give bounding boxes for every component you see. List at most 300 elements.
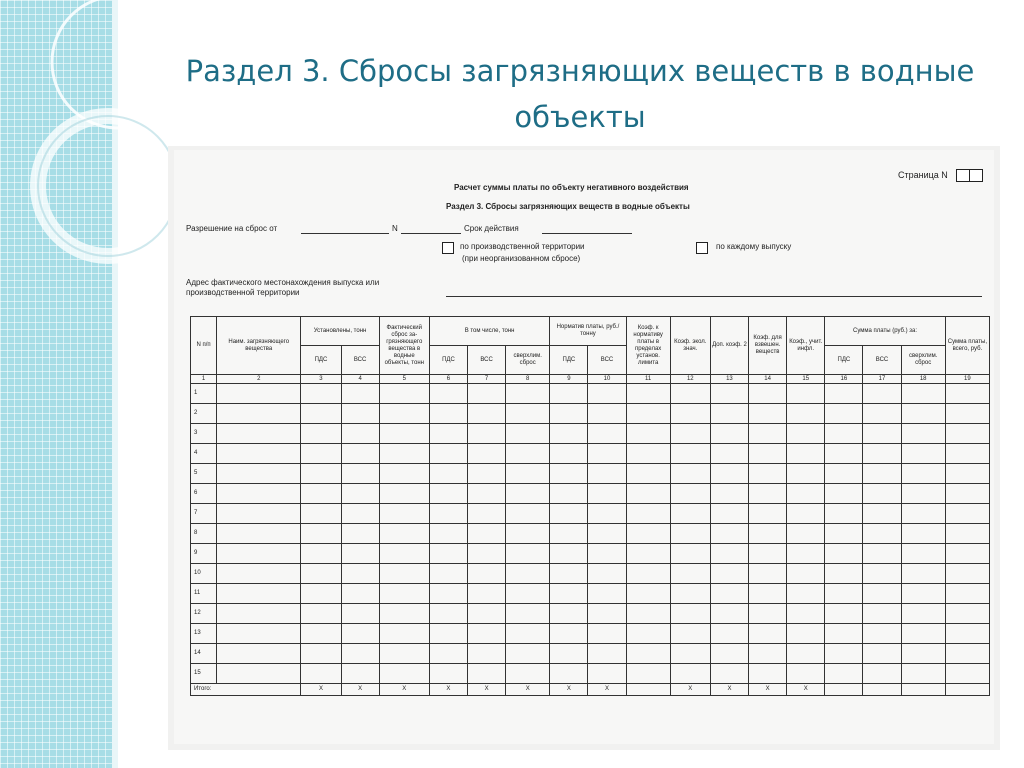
table-cell[interactable]	[379, 424, 429, 444]
table-cell[interactable]	[588, 444, 626, 464]
table-cell[interactable]	[379, 664, 429, 684]
table-cell[interactable]	[749, 644, 787, 664]
table-cell[interactable]	[901, 564, 945, 584]
table-cell[interactable]	[341, 504, 379, 524]
subheader-over-limit: сверхлим. сброс	[901, 346, 945, 375]
table-cell[interactable]	[429, 624, 467, 644]
table-cell[interactable]	[670, 624, 710, 644]
table-cell[interactable]	[217, 484, 301, 504]
outlet-checkbox[interactable]	[696, 242, 708, 254]
table-cell[interactable]	[749, 584, 787, 604]
table-cell[interactable]	[506, 464, 550, 484]
table-cell[interactable]	[506, 604, 550, 624]
table-cell[interactable]	[945, 644, 989, 664]
page-label: Страница N	[898, 170, 948, 180]
table-cell[interactable]	[301, 544, 341, 564]
table-cell[interactable]	[825, 624, 863, 644]
table-cell[interactable]	[429, 524, 467, 544]
table-cell[interactable]	[787, 384, 825, 404]
table-cell[interactable]	[429, 644, 467, 664]
table-cell[interactable]	[787, 424, 825, 444]
table-cell[interactable]	[301, 604, 341, 624]
table-cell[interactable]	[901, 584, 945, 604]
table-cell[interactable]	[670, 424, 710, 444]
table-cell[interactable]	[825, 664, 863, 684]
table-cell[interactable]	[301, 584, 341, 604]
table-cell[interactable]	[670, 404, 710, 424]
table-cell[interactable]	[710, 544, 748, 564]
table-cell[interactable]	[787, 624, 825, 644]
table-cell[interactable]	[217, 604, 301, 624]
table-cell[interactable]	[588, 404, 626, 424]
table-cell[interactable]	[749, 444, 787, 464]
table-cell[interactable]	[379, 564, 429, 584]
table-cell[interactable]	[863, 604, 901, 624]
table-cell[interactable]	[301, 644, 341, 664]
total-cell[interactable]	[863, 684, 901, 696]
table-cell[interactable]	[588, 584, 626, 604]
table-row	[191, 504, 990, 524]
table-cell[interactable]	[670, 644, 710, 664]
table-cell[interactable]	[901, 484, 945, 504]
table-cell[interactable]	[626, 404, 670, 424]
table-cell[interactable]	[468, 404, 506, 424]
table-cell[interactable]	[787, 644, 825, 664]
table-cell[interactable]	[670, 464, 710, 484]
table-cell[interactable]	[379, 544, 429, 564]
table-cell[interactable]	[550, 444, 588, 464]
table-cell[interactable]	[468, 584, 506, 604]
table-cell[interactable]	[901, 384, 945, 404]
table-cell[interactable]	[301, 424, 341, 444]
table-cell[interactable]	[825, 644, 863, 664]
table-cell[interactable]	[710, 464, 748, 484]
table-cell[interactable]	[901, 664, 945, 684]
column-number: 4	[341, 375, 379, 384]
table-cell[interactable]	[901, 644, 945, 664]
table-cell[interactable]	[301, 664, 341, 684]
table-cell[interactable]	[863, 564, 901, 584]
table-cell[interactable]	[429, 424, 467, 444]
table-cell[interactable]	[550, 644, 588, 664]
table-cell[interactable]	[863, 524, 901, 544]
table-cell[interactable]	[217, 444, 301, 464]
table-cell[interactable]	[710, 404, 748, 424]
table-cell[interactable]	[217, 424, 301, 444]
permit-date-field[interactable]	[301, 233, 389, 234]
table-cell[interactable]	[945, 504, 989, 524]
table-cell[interactable]	[626, 444, 670, 464]
table-cell[interactable]	[588, 564, 626, 584]
table-cell[interactable]	[825, 544, 863, 564]
table-cell[interactable]	[670, 504, 710, 524]
table-cell[interactable]	[588, 504, 626, 524]
table-cell[interactable]	[945, 384, 989, 404]
table-cell[interactable]	[588, 424, 626, 444]
table-cell[interactable]	[506, 424, 550, 444]
table-cell[interactable]	[749, 504, 787, 524]
table-cell[interactable]	[429, 544, 467, 564]
table-cell[interactable]	[710, 604, 748, 624]
table-cell[interactable]	[379, 404, 429, 424]
table-cell[interactable]	[550, 544, 588, 564]
table-cell[interactable]	[379, 584, 429, 604]
table-cell[interactable]	[825, 584, 863, 604]
table-cell[interactable]	[341, 524, 379, 544]
table-cell[interactable]	[301, 504, 341, 524]
table-cell[interactable]	[901, 424, 945, 444]
table-cell[interactable]	[863, 504, 901, 524]
table-cell[interactable]	[506, 624, 550, 644]
table-cell[interactable]	[379, 644, 429, 664]
table-cell[interactable]	[710, 444, 748, 464]
table-cell[interactable]	[787, 664, 825, 684]
table-cell[interactable]	[301, 484, 341, 504]
table-cell[interactable]	[217, 584, 301, 604]
table-cell[interactable]	[945, 444, 989, 464]
table-cell[interactable]	[506, 504, 550, 524]
table-cell[interactable]	[301, 404, 341, 424]
table-cell[interactable]	[217, 524, 301, 544]
table-cell[interactable]	[825, 484, 863, 504]
table-cell[interactable]	[670, 544, 710, 564]
table-cell[interactable]	[429, 484, 467, 504]
table-cell[interactable]	[550, 464, 588, 484]
table-cell[interactable]	[749, 524, 787, 544]
table-cell[interactable]	[710, 624, 748, 644]
row-number: 3	[191, 424, 217, 444]
table-cell[interactable]	[863, 664, 901, 684]
table-cell[interactable]	[341, 604, 379, 624]
table-cell[interactable]	[468, 524, 506, 544]
table-cell[interactable]	[626, 464, 670, 484]
table-cell[interactable]	[825, 464, 863, 484]
table-cell[interactable]	[506, 544, 550, 564]
table-cell[interactable]	[825, 384, 863, 404]
table-cell[interactable]	[710, 644, 748, 664]
table-cell[interactable]	[550, 384, 588, 404]
table-cell[interactable]	[863, 384, 901, 404]
table-cell[interactable]	[863, 624, 901, 644]
table-cell[interactable]	[825, 504, 863, 524]
table-cell[interactable]	[550, 524, 588, 544]
table-cell[interactable]	[626, 604, 670, 624]
table-cell[interactable]	[901, 544, 945, 564]
table-cell[interactable]	[550, 664, 588, 684]
table-cell[interactable]	[863, 584, 901, 604]
row-number: 6	[191, 484, 217, 504]
table-cell[interactable]	[468, 424, 506, 444]
table-cell[interactable]	[787, 404, 825, 424]
table-cell[interactable]	[379, 624, 429, 644]
table-cell[interactable]	[945, 564, 989, 584]
table-cell[interactable]	[863, 544, 901, 564]
table-cell[interactable]	[787, 444, 825, 464]
table-cell[interactable]	[341, 564, 379, 584]
table-cell[interactable]	[670, 604, 710, 624]
table-cell[interactable]	[506, 564, 550, 584]
table-cell[interactable]	[626, 644, 670, 664]
table-cell[interactable]	[429, 444, 467, 464]
table-cell[interactable]	[710, 524, 748, 544]
table-cell[interactable]	[550, 564, 588, 584]
table-cell[interactable]	[301, 524, 341, 544]
table-cell[interactable]	[468, 384, 506, 404]
table-cell[interactable]	[217, 664, 301, 684]
table-cell[interactable]	[588, 544, 626, 564]
table-cell[interactable]	[429, 564, 467, 584]
table-cell[interactable]	[379, 604, 429, 624]
table-cell[interactable]	[429, 464, 467, 484]
table-cell[interactable]	[626, 544, 670, 564]
table-cell[interactable]	[825, 524, 863, 544]
table-cell[interactable]	[341, 624, 379, 644]
table-cell[interactable]	[468, 544, 506, 564]
table-cell[interactable]	[945, 404, 989, 424]
table-cell[interactable]	[379, 444, 429, 464]
table-cell[interactable]	[945, 464, 989, 484]
table-cell[interactable]	[710, 504, 748, 524]
table-cell[interactable]	[217, 384, 301, 404]
table-cell[interactable]	[550, 424, 588, 444]
table-cell[interactable]	[749, 424, 787, 444]
table-cell[interactable]	[429, 584, 467, 604]
table-cell[interactable]	[626, 664, 670, 684]
table-cell[interactable]	[506, 444, 550, 464]
page-number-box-1[interactable]	[956, 169, 970, 182]
table-cell[interactable]	[710, 584, 748, 604]
table-cell[interactable]	[670, 484, 710, 504]
table-cell[interactable]	[670, 384, 710, 404]
table-cell[interactable]	[901, 624, 945, 644]
table-cell[interactable]	[626, 584, 670, 604]
column-number: 13	[710, 375, 748, 384]
table-cell[interactable]	[626, 504, 670, 524]
table-cell[interactable]	[506, 384, 550, 404]
table-cell[interactable]	[749, 604, 787, 624]
table-cell[interactable]	[217, 404, 301, 424]
table-cell[interactable]	[670, 524, 710, 544]
row-number: 15	[191, 664, 217, 684]
permit-number-field[interactable]	[401, 233, 461, 234]
table-cell[interactable]	[468, 444, 506, 464]
table-cell[interactable]	[749, 624, 787, 644]
table-cell[interactable]	[429, 604, 467, 624]
table-cell[interactable]	[588, 624, 626, 644]
table-cell[interactable]	[468, 624, 506, 644]
table-cell[interactable]	[550, 584, 588, 604]
table-cell[interactable]	[550, 604, 588, 624]
table-cell[interactable]	[506, 644, 550, 664]
table-cell[interactable]	[301, 384, 341, 404]
table-cell[interactable]	[341, 444, 379, 464]
table-cell[interactable]	[341, 384, 379, 404]
table-cell[interactable]	[710, 384, 748, 404]
table-cell[interactable]	[749, 544, 787, 564]
table-cell[interactable]	[301, 444, 341, 464]
table-cell[interactable]	[588, 604, 626, 624]
table-cell[interactable]	[749, 404, 787, 424]
table-cell[interactable]	[588, 484, 626, 504]
table-cell[interactable]	[626, 424, 670, 444]
table-cell[interactable]	[341, 424, 379, 444]
table-cell[interactable]	[301, 464, 341, 484]
table-cell[interactable]	[429, 504, 467, 524]
table-cell[interactable]	[787, 604, 825, 624]
table-cell[interactable]	[901, 464, 945, 484]
table-cell[interactable]	[341, 544, 379, 564]
table-cell[interactable]	[626, 384, 670, 404]
table-cell[interactable]	[945, 604, 989, 624]
table-cell[interactable]	[468, 504, 506, 524]
table-cell[interactable]	[749, 464, 787, 484]
table-cell[interactable]	[670, 584, 710, 604]
table-cell[interactable]	[341, 464, 379, 484]
table-cell[interactable]	[945, 544, 989, 564]
total-cell[interactable]	[901, 684, 945, 696]
table-cell[interactable]	[341, 484, 379, 504]
table-cell[interactable]	[468, 484, 506, 504]
table-cell[interactable]	[550, 404, 588, 424]
table-cell[interactable]	[626, 524, 670, 544]
table-cell[interactable]	[341, 404, 379, 424]
table-cell[interactable]	[217, 504, 301, 524]
table-cell[interactable]	[749, 384, 787, 404]
table-cell[interactable]	[429, 384, 467, 404]
table-cell[interactable]	[379, 484, 429, 504]
table-cell[interactable]	[217, 464, 301, 484]
table-cell[interactable]	[901, 504, 945, 524]
table-cell[interactable]	[217, 624, 301, 644]
table-cell[interactable]	[217, 644, 301, 664]
table-cell[interactable]	[863, 484, 901, 504]
table-cell[interactable]	[787, 484, 825, 504]
table-cell[interactable]	[945, 624, 989, 644]
table-cell[interactable]	[379, 464, 429, 484]
table-cell[interactable]	[379, 384, 429, 404]
table-cell[interactable]	[379, 524, 429, 544]
territory-checkbox[interactable]	[442, 242, 454, 254]
table-cell[interactable]	[506, 584, 550, 604]
table-cell[interactable]	[710, 664, 748, 684]
table-cell[interactable]	[341, 664, 379, 684]
table-cell[interactable]	[749, 484, 787, 504]
table-cell[interactable]	[787, 584, 825, 604]
table-cell[interactable]	[945, 424, 989, 444]
table-cell[interactable]	[550, 624, 588, 644]
table-cell[interactable]	[626, 484, 670, 504]
table-cell[interactable]	[901, 404, 945, 424]
table-cell[interactable]	[506, 484, 550, 504]
table-header-row	[191, 317, 990, 346]
scanned-form	[168, 146, 1000, 750]
table-cell[interactable]	[379, 504, 429, 524]
table-cell[interactable]	[301, 564, 341, 584]
address-field[interactable]	[446, 296, 982, 297]
table-cell[interactable]	[901, 604, 945, 624]
table-cell[interactable]	[626, 624, 670, 644]
table-cell[interactable]	[588, 524, 626, 544]
table-cell[interactable]	[945, 484, 989, 504]
header-actual-discharge: Фактический сброс за- грязняющего вещества в водные объекты, тонн	[379, 317, 429, 375]
table-cell[interactable]	[588, 384, 626, 404]
table-cell[interactable]	[901, 444, 945, 464]
table-cell[interactable]	[787, 504, 825, 524]
table-cell[interactable]	[670, 664, 710, 684]
table-cell[interactable]	[825, 564, 863, 584]
table-cell[interactable]	[787, 524, 825, 544]
table-cell[interactable]	[710, 424, 748, 444]
table-cell[interactable]	[749, 664, 787, 684]
validity-field[interactable]	[542, 233, 632, 234]
table-cell[interactable]	[550, 484, 588, 504]
row-number: 2	[191, 404, 217, 424]
table-cell[interactable]	[825, 404, 863, 424]
table-cell[interactable]	[429, 404, 467, 424]
table-cell[interactable]	[863, 444, 901, 464]
total-cell[interactable]	[825, 684, 863, 696]
table-row	[191, 624, 990, 644]
table-cell[interactable]	[468, 664, 506, 684]
page-number-box-2[interactable]	[969, 169, 983, 182]
table-cell[interactable]	[588, 464, 626, 484]
table-cell[interactable]	[429, 664, 467, 684]
outlet-checkbox-label: по каждому выпуску	[716, 242, 792, 251]
table-cell[interactable]	[945, 524, 989, 544]
total-cell[interactable]	[945, 684, 989, 696]
table-cell[interactable]	[825, 424, 863, 444]
table-cell[interactable]	[710, 564, 748, 584]
table-cell[interactable]	[787, 564, 825, 584]
table-cell[interactable]	[217, 544, 301, 564]
table-cell[interactable]	[626, 564, 670, 584]
table-cell[interactable]	[863, 464, 901, 484]
header-including: В том числе, тонн	[429, 317, 549, 346]
table-cell[interactable]	[217, 564, 301, 584]
table-cell[interactable]	[945, 664, 989, 684]
total-cell[interactable]	[626, 684, 670, 696]
table-cell[interactable]	[825, 444, 863, 464]
table-cell[interactable]	[670, 564, 710, 584]
table-cell[interactable]	[901, 524, 945, 544]
table-cell[interactable]	[506, 404, 550, 424]
table-cell[interactable]	[468, 464, 506, 484]
table-cell[interactable]	[825, 604, 863, 624]
table-cell[interactable]	[749, 564, 787, 584]
table-cell[interactable]	[341, 644, 379, 664]
column-number: 12	[670, 375, 710, 384]
table-cell[interactable]	[787, 464, 825, 484]
table-cell[interactable]	[468, 604, 506, 624]
table-cell[interactable]	[506, 664, 550, 684]
table-cell[interactable]	[863, 644, 901, 664]
table-cell[interactable]	[341, 584, 379, 604]
table-cell[interactable]	[550, 504, 588, 524]
table-cell[interactable]	[468, 644, 506, 664]
table-cell[interactable]	[588, 644, 626, 664]
row-number: 4	[191, 444, 217, 464]
table-cell[interactable]	[863, 404, 901, 424]
table-cell[interactable]	[506, 524, 550, 544]
table-cell[interactable]	[945, 584, 989, 604]
table-cell[interactable]	[863, 424, 901, 444]
table-cell[interactable]	[670, 444, 710, 464]
table-cell[interactable]	[787, 544, 825, 564]
table-cell[interactable]	[301, 624, 341, 644]
table-cell[interactable]	[710, 484, 748, 504]
table-cell[interactable]	[468, 564, 506, 584]
table-cell[interactable]	[588, 664, 626, 684]
